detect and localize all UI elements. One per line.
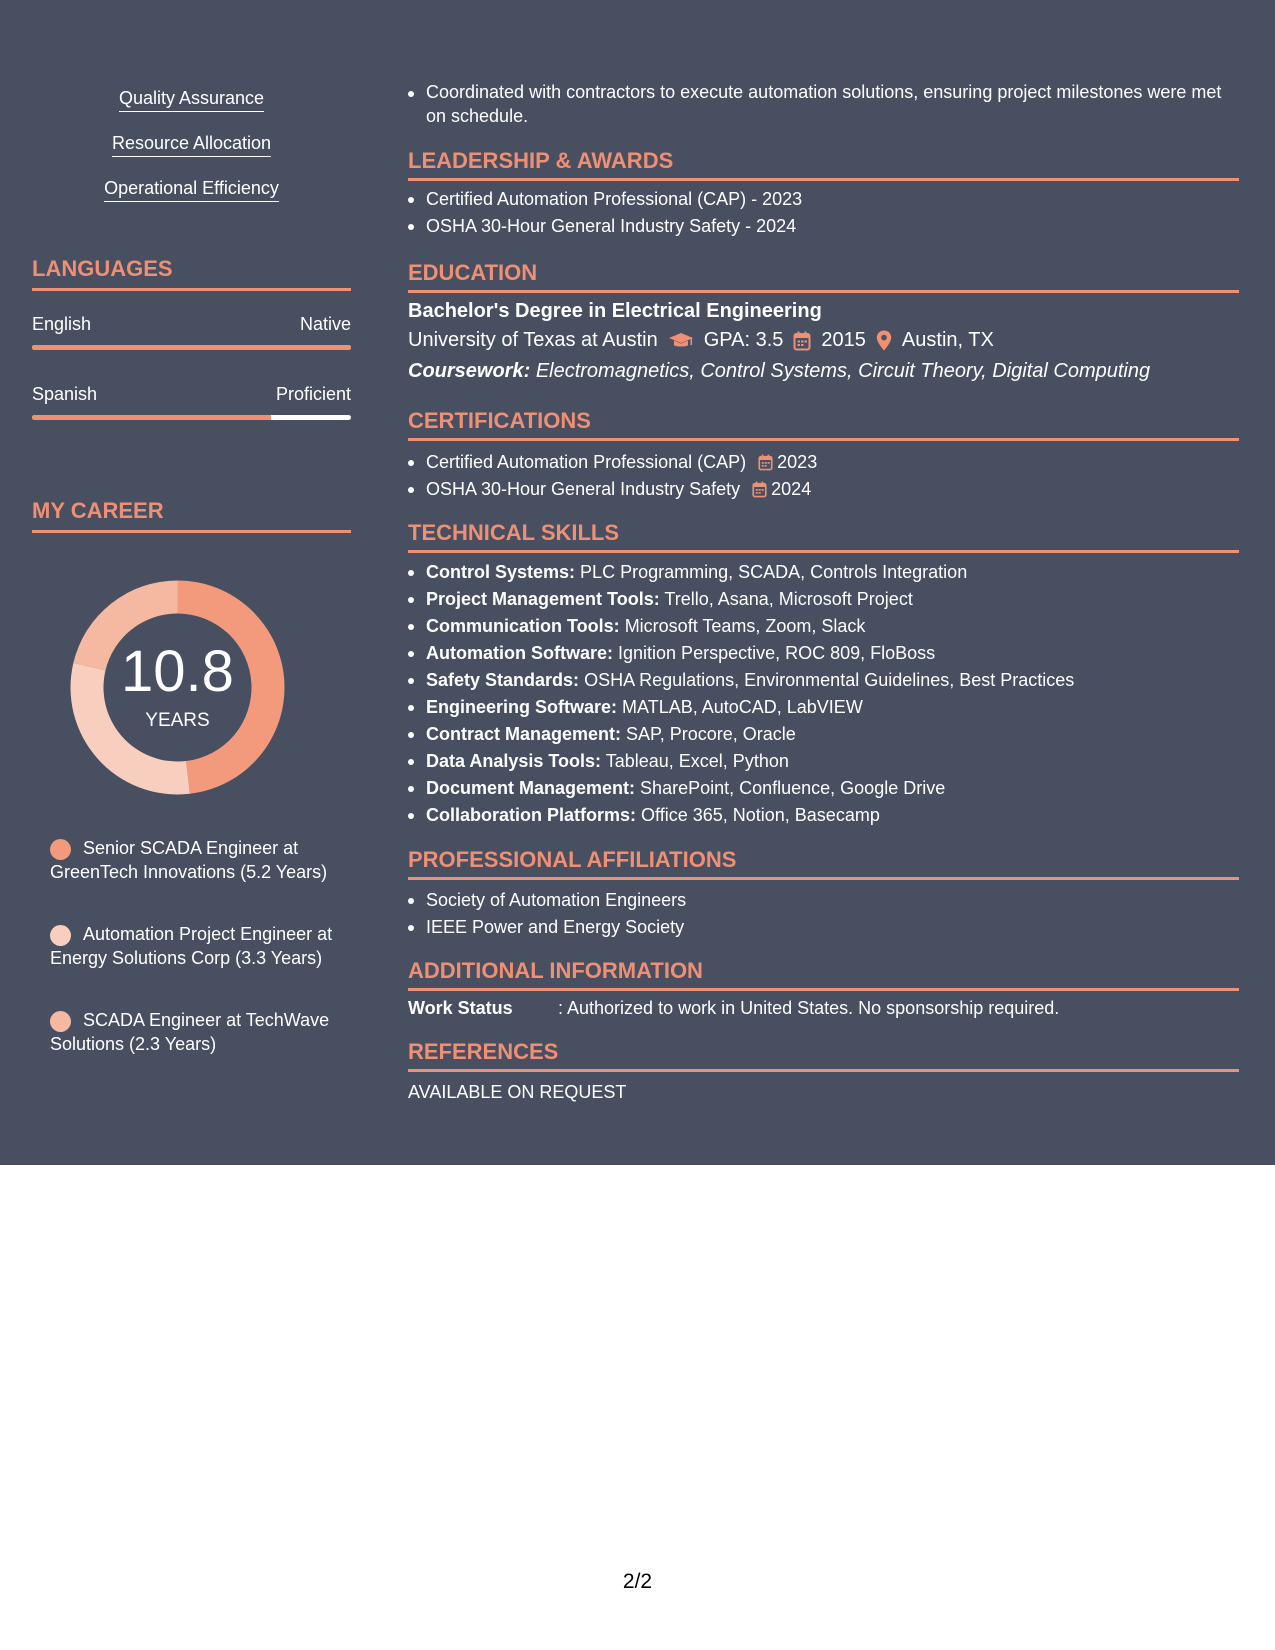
legend-dot bbox=[50, 1011, 71, 1032]
references-heading: REFERENCES bbox=[408, 1039, 1239, 1072]
leadership-heading: LEADERSHIP & AWARDS bbox=[408, 148, 1239, 181]
list-item: Contract Management: SAP, Procore, Oracle bbox=[408, 721, 1239, 748]
affiliations-list bbox=[408, 887, 1239, 941]
list-item: Data Analysis Tools: Tableau, Excel, Python bbox=[408, 748, 1239, 775]
education-heading: EDUCATION bbox=[408, 260, 1239, 293]
page-number: 2/2 bbox=[622, 1570, 653, 1593]
list-item: Coordinated with contractors to execute automation solutions, ensuring project milestones were met on schedule. bbox=[408, 80, 1239, 128]
career-legend-item: Automation Project Engineer at Energy Solutions Corp (3.3 Years) bbox=[50, 924, 333, 968]
language-proficiency-fill bbox=[32, 415, 271, 420]
work-status-row bbox=[408, 998, 1059, 1019]
list-item: Collaboration Platforms: Office 365, Notion, Basecamp bbox=[408, 802, 1239, 829]
degree-title: Bachelor's Degree in Electrical Engineering bbox=[408, 300, 822, 322]
certifications-heading: CERTIFICATIONS bbox=[408, 408, 1239, 441]
graduation-year: 2015 bbox=[821, 329, 866, 351]
calendar-icon bbox=[752, 481, 767, 498]
certifications-list bbox=[408, 449, 1239, 503]
list-item: OSHA 30-Hour General Industry Safety 2024 bbox=[408, 476, 1239, 503]
list-item: Control Systems: PLC Programming, SCADA, Controls Integration bbox=[408, 559, 1239, 586]
language-level: Proficient bbox=[275, 384, 351, 404]
coursework-list: Electromagnetics, Control Systems, Circuit Theory, Digital Computing bbox=[535, 360, 1151, 382]
affiliations-heading: PROFESSIONAL AFFILIATIONS bbox=[408, 847, 1239, 880]
list-item: Safety Standards: OSHA Regulations, Environmental Guidelines, Best Practices bbox=[408, 667, 1239, 694]
language-proficiency-fill bbox=[32, 345, 351, 350]
list-item: Certified Automation Professional (CAP) 2023 bbox=[408, 449, 1239, 476]
legend-dot bbox=[50, 839, 71, 860]
skill-tag: Resource Allocation bbox=[32, 133, 351, 157]
references-text: AVAILABLE ON REQUEST bbox=[408, 1082, 627, 1102]
gpa: GPA: 3.5 bbox=[703, 329, 784, 351]
career-legend-item: SCADA Engineer at TechWave Solutions (2.3 Years) bbox=[50, 1010, 330, 1054]
school-name: University of Texas at Austin bbox=[408, 329, 658, 351]
technical-skills-heading: TECHNICAL SKILLS bbox=[408, 520, 1239, 553]
list-item: Engineering Software: MATLAB, AutoCAD, LabVIEW bbox=[408, 694, 1239, 721]
calendar-icon bbox=[758, 454, 773, 471]
skill-tag: Quality Assurance bbox=[32, 88, 351, 112]
list-item: Certified Automation Professional (CAP) - 2023 bbox=[408, 186, 1239, 213]
language-name: English bbox=[32, 314, 92, 334]
career-legend-item: Senior SCADA Engineer at GreenTech Innovations (5.2 Years) bbox=[50, 838, 328, 882]
language-spanish bbox=[32, 384, 351, 424]
school-location: Austin, TX bbox=[901, 329, 994, 351]
language-proficiency-bar bbox=[32, 415, 351, 420]
list-item: Automation Software: Ignition Perspective, ROC 809, FloBoss bbox=[408, 640, 1239, 667]
language-level: Native bbox=[299, 314, 351, 334]
work-status-value: : Authorized to work in United States. No sponsorship required. bbox=[558, 998, 1060, 1018]
language-english bbox=[32, 314, 351, 354]
career-total-unit: YEARS bbox=[145, 710, 210, 731]
language-proficiency-bar bbox=[32, 345, 351, 350]
legend-dot bbox=[50, 925, 71, 946]
coursework bbox=[408, 360, 1150, 383]
location-pin-icon bbox=[876, 330, 892, 351]
graduation-cap-icon bbox=[668, 332, 694, 350]
coursework-label: Coursework: bbox=[408, 360, 531, 382]
additional-info-heading: ADDITIONAL INFORMATION bbox=[408, 958, 1239, 991]
leadership-list bbox=[408, 186, 1239, 240]
list-item: Project Management Tools: Trello, Asana, Microsoft Project bbox=[408, 586, 1239, 613]
work-status-label: Work Status bbox=[408, 998, 513, 1018]
skill-tag: Operational Efficiency bbox=[32, 178, 351, 202]
experience-bullets bbox=[408, 80, 1239, 128]
career-heading: MY CAREER bbox=[32, 498, 351, 533]
list-item: Society of Automation Engineers bbox=[408, 887, 1239, 914]
career-total-years: 10.8 bbox=[121, 639, 234, 704]
languages-heading: LANGUAGES bbox=[32, 256, 351, 291]
education-details bbox=[408, 329, 994, 352]
list-item: OSHA 30-Hour General Industry Safety - 2024 bbox=[408, 213, 1239, 240]
list-item: Document Management: SharePoint, Confluence, Google Drive bbox=[408, 775, 1239, 802]
list-item: Communication Tools: Microsoft Teams, Zoom, Slack bbox=[408, 613, 1239, 640]
technical-skills-list bbox=[408, 559, 1239, 829]
list-item: IEEE Power and Energy Society bbox=[408, 914, 1239, 941]
language-name: Spanish bbox=[32, 384, 98, 404]
calendar-icon bbox=[793, 331, 811, 351]
